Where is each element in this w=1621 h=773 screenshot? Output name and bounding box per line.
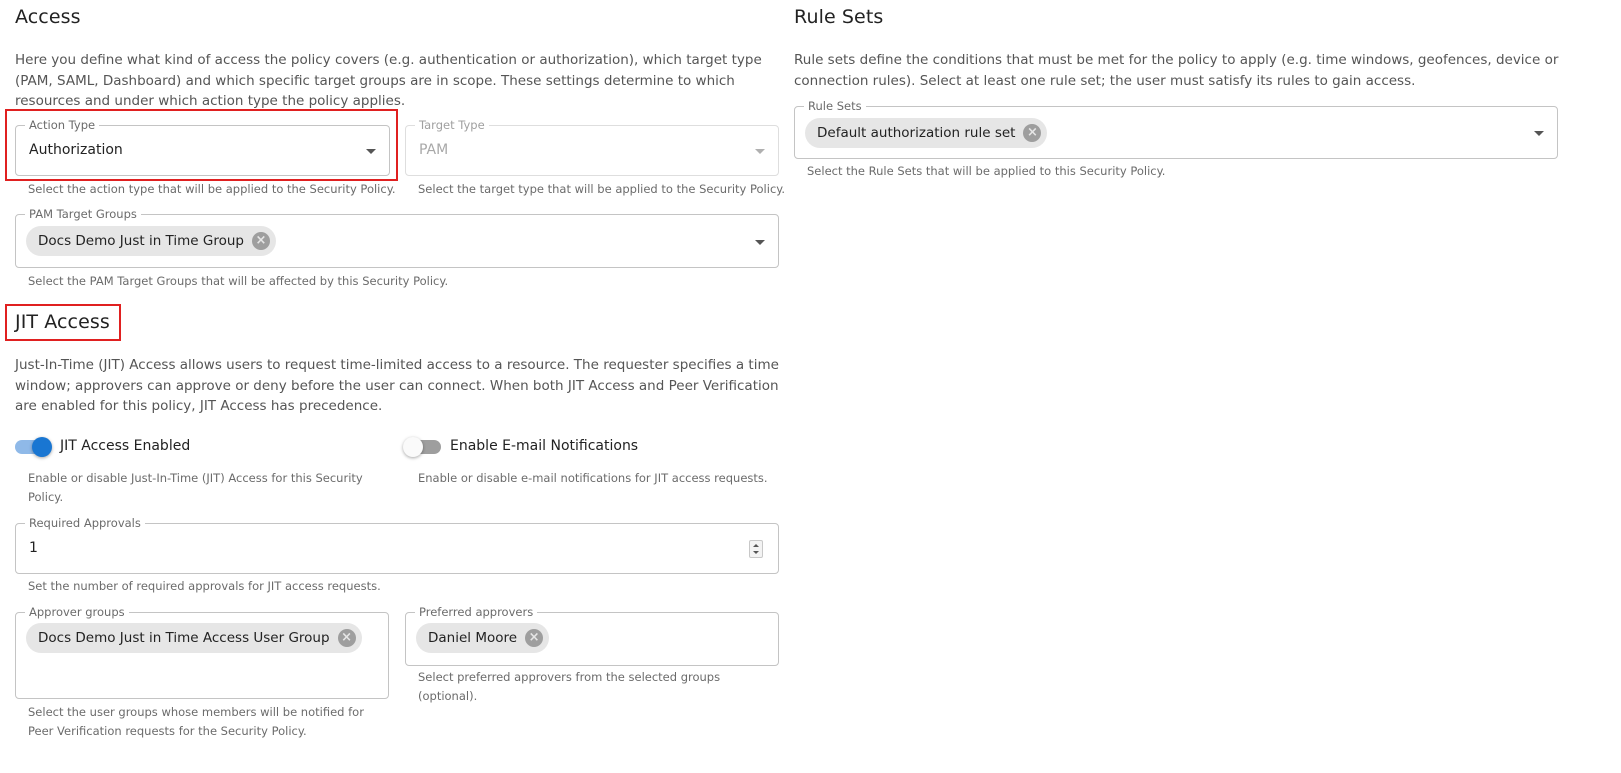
chip-label: Docs Demo Just in Time Group	[38, 233, 244, 249]
required-approvals-helper: Set the number of required approvals for JIT access requests.	[28, 579, 381, 593]
highlight-box-jit-heading	[5, 304, 121, 341]
required-approvals-input[interactable]	[15, 516, 779, 574]
chip-label: Docs Demo Just in Time Access User Group	[38, 630, 330, 646]
arrow-drop-down-icon	[755, 149, 765, 154]
arrow-drop-down-icon	[755, 240, 765, 245]
cancel-circle-icon[interactable]: ×	[1023, 124, 1041, 142]
preferred-approvers-select[interactable]	[405, 605, 779, 666]
cancel-circle-icon[interactable]: ×	[525, 629, 543, 647]
toggle-thumb	[32, 437, 52, 457]
pam-target-groups-helper: Select the PAM Target Groups that will be affected by this Security Policy.	[28, 274, 449, 288]
jit-enabled-label: JIT Access Enabled	[60, 438, 191, 454]
chip-preferred-approver[interactable]	[416, 623, 549, 653]
chip-label: Daniel Moore	[428, 630, 518, 646]
rule-sets-label: Rule Sets	[804, 98, 866, 114]
preferred-approvers-label: Preferred approvers	[415, 604, 537, 620]
email-notifications-toggle[interactable]	[403, 436, 639, 458]
target-type-select	[405, 118, 779, 176]
chip-label: Default authorization rule set	[817, 125, 1016, 141]
pam-target-groups-select[interactable]	[15, 207, 779, 268]
target-type-label: Target Type	[415, 117, 489, 133]
email-notifications-label: Enable E-mail Notifications	[450, 438, 639, 454]
approver-groups-select[interactable]	[15, 605, 389, 699]
rule-sets-description: Rule sets define the conditions that must be met for the policy to apply (e.g. time windows, geofences, device or connection rules). Select at least one rule set; the user must satisfy its rules to gain access.	[794, 52, 1559, 89]
number-stepper[interactable]	[749, 540, 763, 558]
approver-groups-helper: Select the user groups whose members will be notified for Peer Verification requests for the Security Policy.	[28, 705, 364, 738]
required-approvals-label: Required Approvals	[25, 515, 145, 531]
rule-sets-select[interactable]	[794, 99, 1558, 159]
chip-approver-group[interactable]	[26, 623, 362, 653]
jit-enabled-toggle[interactable]	[15, 436, 190, 458]
toggle-thumb	[403, 437, 423, 457]
required-approvals-value: 1	[29, 540, 38, 556]
highlight-box-action-type	[5, 109, 398, 181]
target-type-value: PAM	[419, 142, 449, 158]
jit-heading: JIT Access	[15, 311, 110, 333]
chip-rule-set[interactable]	[805, 118, 1047, 148]
action-type-value: Authorization	[29, 142, 123, 158]
pam-target-groups-label: PAM Target Groups	[25, 206, 141, 222]
arrow-drop-down-icon	[1534, 131, 1544, 136]
preferred-approvers-helper: Select preferred approvers from the selected groups (optional).	[418, 670, 721, 703]
approver-groups-label: Approver groups	[25, 604, 129, 620]
rule-sets-heading: Rule Sets	[794, 6, 884, 28]
rule-sets-helper: Select the Rule Sets that will be applied to this Security Policy.	[807, 164, 1166, 178]
action-type-label: Action Type	[25, 117, 99, 133]
email-notifications-helper: Enable or disable e-mail notifications for JIT access requests.	[418, 471, 768, 485]
action-type-helper: Select the action type that will be applied to the Security Policy.	[28, 182, 396, 196]
access-heading: Access	[15, 6, 81, 28]
jit-enabled-helper: Enable or disable Just-In-Time (JIT) Access for this Security Policy.	[28, 471, 363, 504]
cancel-circle-icon[interactable]: ×	[252, 232, 270, 250]
chip-pam-target-group[interactable]	[26, 226, 276, 256]
jit-description: Just-In-Time (JIT) Access allows users to request time-limited access to a resource. The requester specifies a time window; approvers can approve or deny before the user can connect. When both JIT Access and Peer Verification are enabled for this policy, JIT Access has precedence.	[15, 357, 779, 414]
cancel-circle-icon[interactable]: ×	[338, 629, 356, 647]
access-description: Here you define what kind of access the policy covers (e.g. authentication or authorization), which target type (PAM, SAML, Dashboard) and which specific target groups are in scope. These settings determine to which resources and under which action type the policy applies.	[15, 52, 762, 109]
target-type-helper: Select the target type that will be applied to the Security Policy.	[418, 182, 786, 196]
